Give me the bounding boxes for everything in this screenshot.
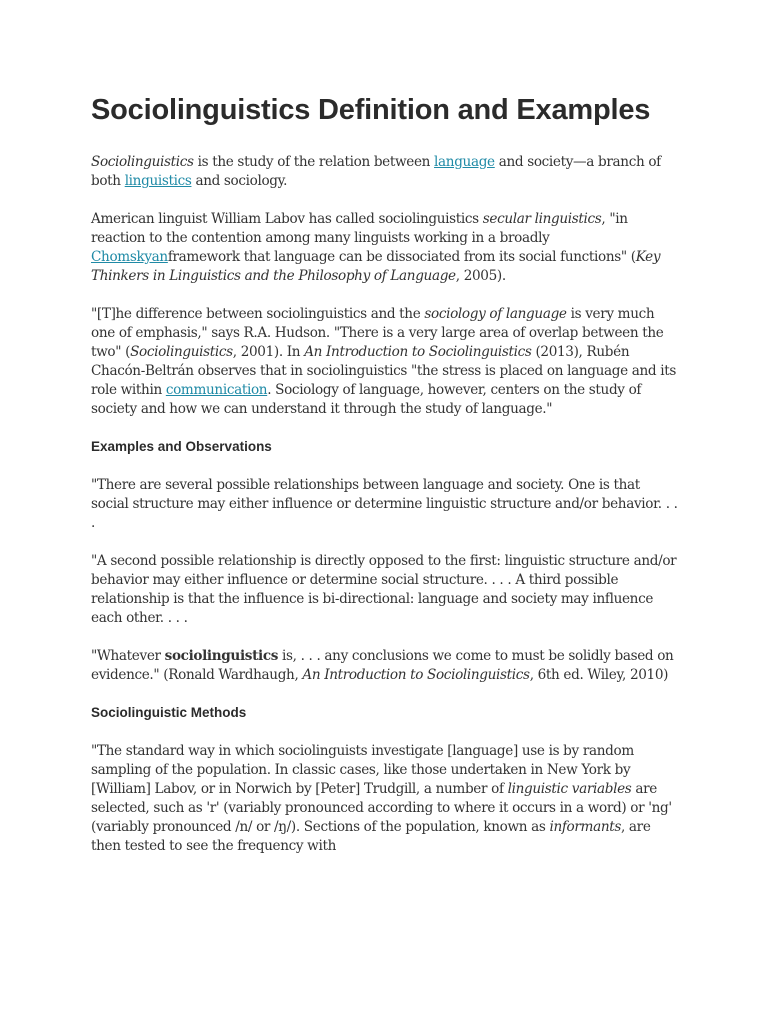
term-informants: informants <box>549 819 621 835</box>
text-span: , "in reaction to the contention among many linguists working in a broadly <box>91 211 628 246</box>
citation-title: An Introduction to Sociolinguistics <box>302 667 530 683</box>
citation-title: An Introduction to Sociolinguistics <box>304 344 532 360</box>
citation-title: Key Thinkers in Linguistics and the Philosophy of Language <box>91 249 661 284</box>
text-span: framework that language can be dissociated from its social functions" ( <box>167 249 636 265</box>
text-span: . Sociology of language, however, centers on the study of society and how we can understand it through the study of language." <box>91 382 642 417</box>
page-title: Sociolinguistics Definition and Examples <box>91 94 651 126</box>
text-span: are selected, such as 'r' (variably pronounced according to where it occurs in a word) or 'ng' (variably pronounced /n/ or /ŋ/). Sections of the population, known as <box>91 781 672 835</box>
text-span: "Whatever <box>91 648 165 664</box>
heading-examples: Examples and Observations <box>91 439 272 454</box>
paragraph-hudson <box>91 305 681 419</box>
paragraph-wardhaugh <box>91 647 681 685</box>
text-span: , 2001). In <box>232 344 305 360</box>
link-language[interactable]: language <box>434 154 495 170</box>
paragraph-relationships-1: "There are several possible relationships between language and society. One is that social structure may either influence or determine linguistic structure and/or behavior. . . . <box>91 477 678 531</box>
text-span: is the study of the relation between <box>193 154 435 170</box>
term-sociology-of-language: sociology of language <box>424 306 567 322</box>
citation-title: Sociolinguistics <box>130 344 233 360</box>
link-communication[interactable]: communication <box>165 382 268 398</box>
heading-methods: Sociolinguistic Methods <box>91 705 247 720</box>
term-sociolinguistics: Sociolinguistics <box>91 154 194 170</box>
text-span: and sociology. <box>191 173 288 189</box>
link-chomskyan[interactable]: Chomskyan <box>91 249 168 265</box>
text-span: , are then tested to see the frequency with <box>91 819 651 854</box>
article <box>91 92 681 875</box>
term-bold-sociolinguistics: sociolinguistics <box>164 648 279 664</box>
link-linguistics[interactable]: linguistics <box>124 173 192 189</box>
text-span: , 2005). <box>455 268 506 284</box>
paragraph-definition <box>91 153 681 191</box>
text-span: American linguist William Labov has called sociolinguistics <box>91 211 483 227</box>
paragraph-relationships-2: "A second possible relationship is directly opposed to the first: linguistic structure and/or behavior may either influence or determine social structure. . . . A third possible relationship is that the influence is bi-directional: language and society may influence each other. . . . <box>91 553 677 626</box>
paragraph-labov <box>91 210 681 286</box>
text-span: , 6th ed. Wiley, 2010) <box>529 667 669 683</box>
text-span: and society—a branch of both <box>91 154 661 189</box>
text-span: (2013), Rubén Chacón-Beltrán observes that in sociolinguistics "the stress is placed on language and its role within <box>91 344 676 398</box>
text-span: is, . . . any conclusions we come to must be solidly based on evidence." (Ronald Wardhaugh, <box>91 648 674 683</box>
text-span: "[T]he difference between sociolinguistics and the <box>91 306 425 322</box>
paragraph-methods <box>91 742 681 856</box>
text-span: is very much one of emphasis," says R.A. Hudson. "There is a very large area of overlap between the two" ( <box>91 306 664 360</box>
term-linguistic-variables: linguistic variables <box>507 781 632 797</box>
term-secular-linguistics: secular linguistics <box>482 211 602 227</box>
text-span: "The standard way in which sociolinguists investigate [language] use is by random sampling of the population. In classic cases, like those undertaken in New York by [William] Labov, or in Norwich by [Peter] Trudgill, a number of <box>91 743 634 797</box>
